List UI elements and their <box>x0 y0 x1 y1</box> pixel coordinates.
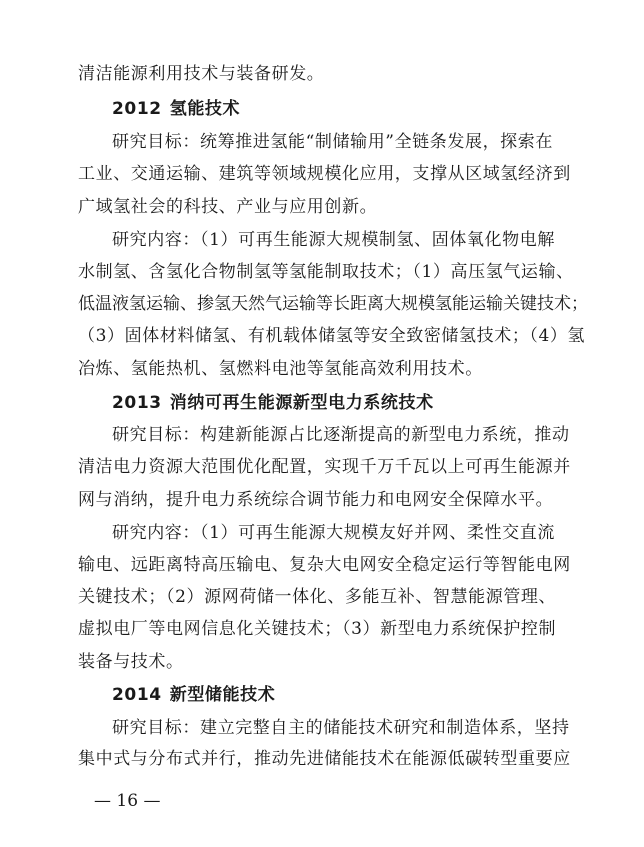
section-heading-2012 <box>112 98 598 120</box>
body-line: （3）固体材料储氢、有机载体储氢等安全致密储氢技术；（4）氢 <box>78 326 586 346</box>
body-line: 输电、远距离特高压输电、复杂大电网安全稳定运行等智能电网 <box>78 555 571 575</box>
body-line: 关键技术；（2）源网荷储一体化、多能互补、智慧能源管理、 <box>78 587 557 607</box>
section-number: 2014 <box>112 685 162 705</box>
section-heading-2013 <box>112 392 598 414</box>
body-line: 装备与技术。 <box>78 652 184 672</box>
body-line: 广域氢社会的科技、产业与应用创新。 <box>78 197 378 217</box>
body-line: 集中式与分布式并行，推动先进储能技术在能源低碳转型重要应 <box>78 749 571 769</box>
section-number: 2012 <box>112 99 162 119</box>
body-line: 研究内容：（1）可再生能源大规模友好并网、柔性交直流 <box>112 523 555 543</box>
body-line: 冶炼、氢能热机、氢燃料电池等氢能高效利用技术。 <box>78 359 483 379</box>
page-number: — 16 — <box>94 791 161 811</box>
body-line: 研究目标：构建新能源占比逐渐提高的新型电力系统，推动 <box>112 425 570 445</box>
section-title: 消纳可再生能源新型电力系统技术 <box>169 393 434 413</box>
body-line: 水制氢、含氢化合物制氢等氢能制取技术；（1）高压氢气运输、 <box>78 262 574 282</box>
body-line: 低温液氢运输、掺氢天然气运输等长距离大规模氢能运输关键技术； <box>78 294 588 314</box>
section-heading-2014 <box>112 684 598 706</box>
body-line: 虚拟电厂等电网信息化关键技术；（3）新型电力系统保护控制 <box>78 619 557 639</box>
section-title: 氢能技术 <box>169 99 241 119</box>
body-line: 清洁电力资源大范围优化配置，实现千万千瓦以上可再生能源并 <box>78 457 571 477</box>
body-line: 网与消纳，提升电力系统综合调节能力和电网安全保障水平。 <box>78 490 554 510</box>
body-line: 研究内容：（1）可再生能源大规模制氢、固体氧化物电解 <box>112 230 555 250</box>
section-title: 新型储能技术 <box>169 685 276 705</box>
body-line: 研究目标：建立完整自主的储能技术研究和制造体系，坚持 <box>112 718 570 738</box>
body-line: 工业、交通运输、建筑等领域规模化应用，支撑从区域氢经济到 <box>78 164 571 184</box>
body-line: 清洁能源利用技术与装备研发。 <box>78 64 325 84</box>
body-line: 研究目标：统筹推进氢能“制储输用”全链条发展，探索在 <box>112 132 553 152</box>
section-number: 2013 <box>112 393 162 413</box>
